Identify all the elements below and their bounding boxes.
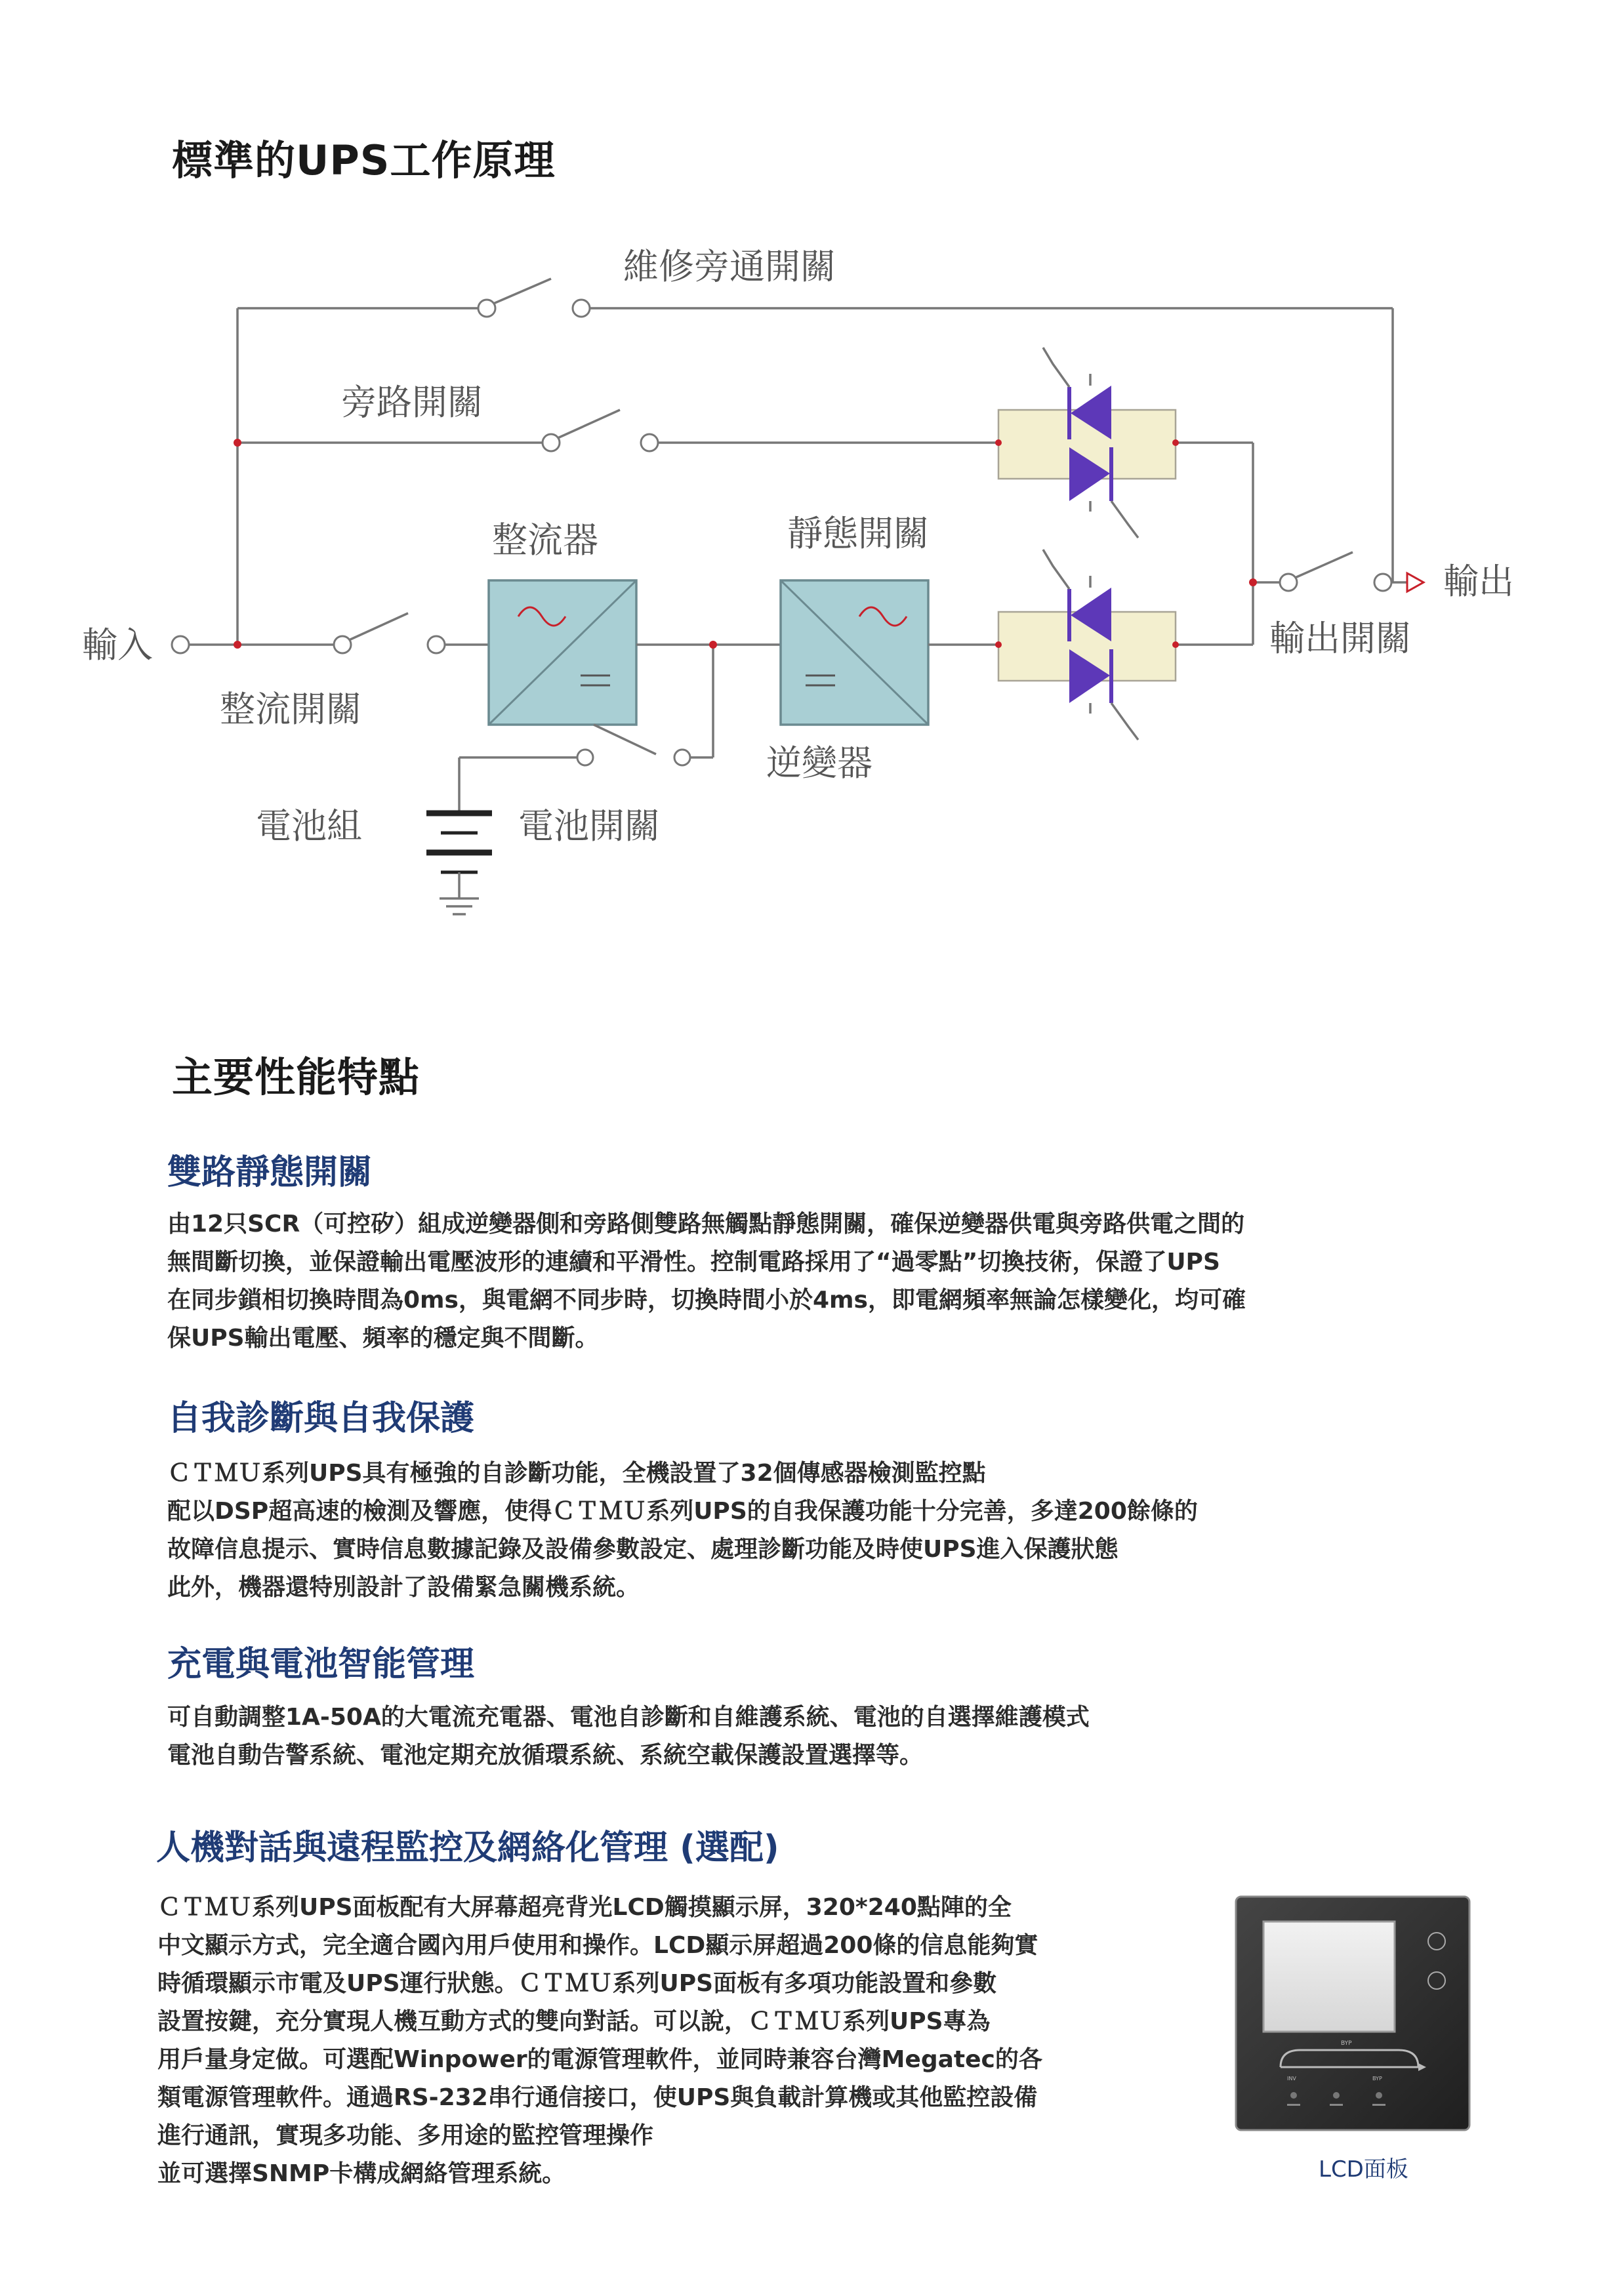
label-static-switch: 靜態開關 [787,513,929,554]
label-output: 輸出 [1443,561,1514,602]
section-title-principle: 標準的UPS工作原理 [172,136,556,184]
lcd-panel-caption: LCD面板 [1319,2156,1408,2183]
text-line: 類電源管理軟件。通過RS-232串行通信接口，使UPS與負載計算機或其他監控設備 [157,2084,1038,2111]
text-line: ＣＴＭＵ系列UPS具有極強的自診斷功能，全機設置了32個傳感器檢測監控點 [167,1460,986,1487]
text-line: 可自動調整1A-50A的大電流充電器、電池自診斷和自維護系統、電池的自選擇維護模式 [167,1704,1090,1731]
label-inverter: 逆變器 [766,742,872,784]
text-line: 設置按鍵，充分實現人機互動方式的雙向對話。可以說，ＣＴＭＵ系列UPS專為 [157,2008,991,2035]
label-output-switch: 輸出開關 [1269,618,1411,659]
feature-text-static-switch [167,1205,1246,1358]
feature-text-remote-monitoring [157,1889,1042,2193]
text-line: 故障信息提示、實時信息數據記錄及設備參數設定、處理診斷功能及時使UPS進入保護狀態 [167,1536,1118,1563]
feature-text-battery-management [167,1699,1090,1775]
text-line: 用戶量身定做。可選配Winpower的電源管理軟件，並同時兼容台灣Megatec的各 [157,2046,1042,2073]
label-bypass-switch: 旁路開關 [341,382,483,423]
ups-circuit-diagram [0,236,1621,931]
text-line: ＣＴＭＵ系列UPS面板配有大屏幕超亮背光LCD觸摸顯示屏，320*240點陣的全 [157,1894,1012,1921]
label-battery-bank: 電池組 [256,805,362,847]
panel-status-label: BYP [1372,2076,1382,2082]
label-rectifier-switch: 整流開關 [220,689,361,730]
feature-title-static-switch: 雙路靜態開關 [167,1153,373,1192]
panel-status-label: INV [1287,2076,1296,2082]
panel-bypass-text: BYP [1341,2040,1352,2047]
text-line: 中文顯示方式，完全適合國內用戶使用和操作。LCD顯示屏超過200條的信息能夠實 [157,1932,1038,1959]
text-line: 保UPS輸出電壓、頻率的穩定與不間斷。 [167,1325,599,1352]
text-line: 電池自動告警系統、電池定期充放循環系統、系統空載保護設置選擇等。 [167,1742,924,1769]
lcd-screen [1263,1922,1395,2032]
led-indicator-icon [1376,2092,1382,2099]
label-rectifier: 整流器 [492,519,598,561]
section-title-features: 主要性能特點 [172,1053,421,1101]
text-line: 無間斷切換，並保證輸出電壓波形的連續和平滑性。控制電路採用了“過零點”切換技術，保證了UPS [167,1249,1220,1276]
feature-title-self-diagnosis: 自我診斷與自我保護 [167,1399,475,1438]
label-battery-switch: 電池開關 [518,805,660,847]
text-line: 在同步鎖相切換時間為0ms，與電網不同步時，切換時間小於4ms，即電網頻率無論怎樣變化，均可確 [167,1287,1246,1314]
text-line: 此外，機器還特別設計了設備緊急關機系統。 [167,1574,640,1601]
feature-text-self-diagnosis [167,1455,1198,1607]
text-line: 時循環顯示市電及UPS運行狀態。ＣＴＭＵ系列UPS面板有多項功能設置和參數 [157,1970,997,1997]
feature-title-remote-monitoring: 人機對話與遠程監控及網絡化管理 (選配) [156,1828,779,1868]
lcd-panel-image [1235,1895,1471,2131]
led-indicator-icon [1333,2092,1340,2099]
led-indicator-icon [1290,2092,1297,2099]
feature-title-battery-management: 充電與電池智能管理 [167,1645,475,1684]
label-maintenance-bypass: 維修旁通開關 [623,246,836,287]
text-line: 由12只SCR（可控矽）組成逆變器側和旁路側雙路無觸點靜態開關，確保逆變器供電與旁路供電之間的 [167,1211,1245,1238]
text-line: 進行通訊，實現多功能、多用途的監控管理操作 [157,2122,654,2149]
label-input: 輸入 [82,624,153,666]
text-line: 並可選擇SNMP卡構成網絡管理系統。 [157,2160,566,2187]
text-line: 配以DSP超高速的檢測及響應，使得ＣＴＭＵ系列UPS的自我保護功能十分完善，多達200餘條的 [167,1498,1198,1525]
